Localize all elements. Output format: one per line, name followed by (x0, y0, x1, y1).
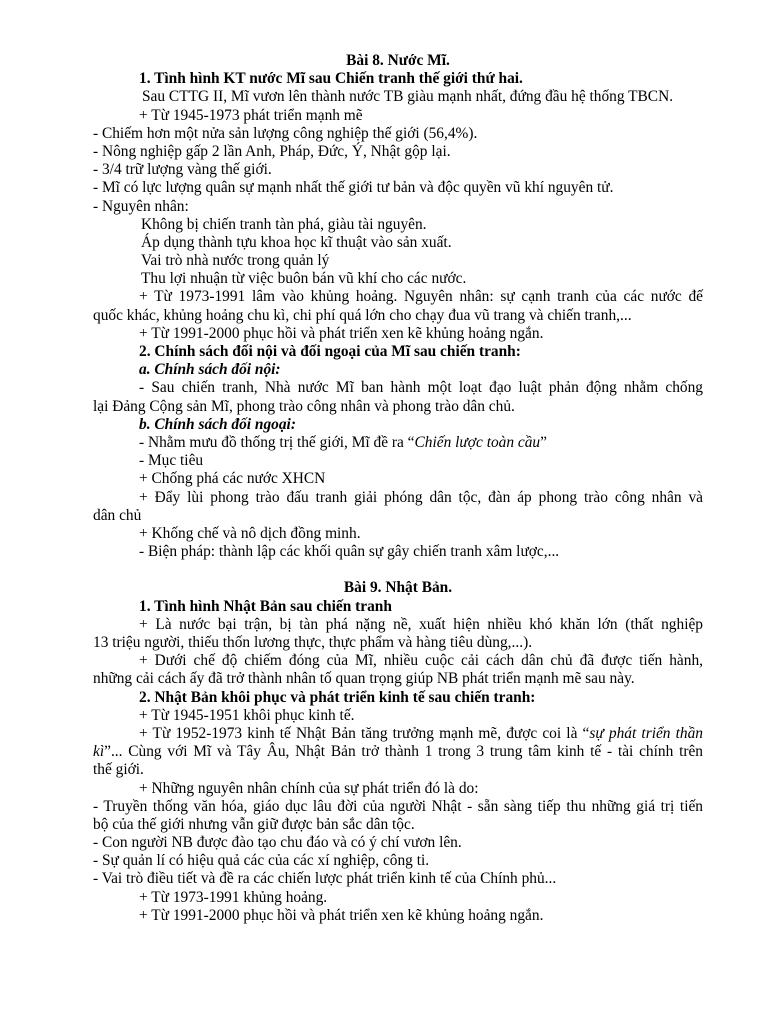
paragraph: + Từ 1945-1973 phát triển mạnh mẽ (139, 106, 363, 124)
bullet-item: - Chiếm hơn một nửa sản lượng công nghiệp thế giới (56,4%). (93, 124, 478, 142)
paragraph: + Từ 1973-1991 lâm vào khủng hoảng. Nguyên nhân: sự cạnh tranh của các nước đế (139, 288, 703, 306)
paragraph: + Từ 1945-1951 khôi phục kinh tế. (139, 706, 355, 724)
paragraph: + Là nước bại trận, bị tàn phá nặng nề, xuất hiện nhiều khó khăn lớn (thất nghiệp (139, 615, 703, 633)
paragraph-continued: lại Đảng Cộng sản Mĩ, phong trào công nhân và phong trào dân chủ. (93, 397, 515, 415)
text-run: ” (540, 433, 547, 451)
lesson-8-heading-1: 1. Tình hình KT nước Mĩ sau Chiến tranh thế giới thứ hai. (139, 70, 523, 88)
cause-item: Không bị chiến tranh tàn phá, giàu tài nguyên. (141, 215, 427, 233)
bullet-item: - Truyền thống văn hóa, giáo dục lâu đời của người Nhật - sẵn sàng tiếp thu những giá trị tiến (93, 797, 703, 815)
goal-item: + Khống chế và nô dịch đồng minh. (139, 524, 361, 542)
paragraph (93, 434, 703, 452)
paragraph (93, 725, 703, 743)
paragraph-continued: quốc khác, khủng hoảng chu kì, chi phí quá lớn cho chạy đua vũ trang và chiến tranh,... (93, 306, 632, 324)
italic-term: kì (93, 743, 105, 761)
bullet-item: - Biện pháp: thành lập các khối quân sự gây chiến tranh xâm lược,... (139, 543, 560, 561)
text-run: ”... Cùng với Mĩ và Tây Âu, Nhật Bản trở thành 1 trong 3 trung tâm kinh tế - tài chính trên (104, 743, 703, 761)
italic-term: Chiến lược toàn cầu (414, 433, 541, 451)
lesson-9-heading-1: 1. Tình hình Nhật Bản sau chiến tranh (139, 597, 392, 615)
bullet-item: - Vai trò điều tiết và đề ra các chiến lược phát triển kinh tế của Chính phủ... (93, 870, 557, 888)
bullet-item: - 3/4 trữ lượng vàng thế giới. (93, 161, 272, 179)
italic-term: sự phát triển thần (589, 724, 703, 742)
paragraph: - Sau chiến tranh, Nhà nước Mĩ ban hành một loạt đạo luật phản động nhằm chống (139, 379, 703, 397)
bullet-item: - Mục tiêu (139, 452, 204, 470)
bullet-item: - Nông nghiệp gấp 2 lần Anh, Pháp, Đức, Ý, Nhật gộp lại. (93, 142, 451, 160)
section-gap (93, 561, 703, 579)
paragraph: + Từ 1991-2000 phục hồi và phát triển xen kẽ khủng hoảng ngắn. (139, 906, 544, 924)
text-run: + Từ 1952-1973 kinh tế Nhật Bản tăng trưởng mạnh mẽ, được coi là “ (139, 724, 590, 742)
cause-item: Thu lợi nhuận từ việc buôn bán vũ khí cho các nước. (141, 270, 467, 288)
bullet-item: - Sự quản lí có hiệu quả các của các xí nghiệp, công ti. (93, 852, 430, 870)
text-run: - Nhằm mưu đồ thống trị thế giới, Mĩ đề ra “ (139, 433, 415, 451)
bullet-item: - Mĩ có lực lượng quân sự mạnh nhất thế giới tư bản và độc quyền vũ khí nguyên tử. (93, 179, 614, 197)
subheading-foreign-policy: b. Chính sách đối ngoại: (139, 415, 296, 433)
bullet-item: - Nguyên nhân: (93, 197, 189, 215)
paragraph-continued: thế giới. (93, 761, 144, 779)
lesson-8-title: Bài 8. Nước Mĩ. (346, 52, 450, 69)
paragraph-continued: dân chủ (93, 506, 142, 524)
lesson-9-title: Bài 9. Nhật Bản. (343, 579, 453, 597)
paragraph-continued (93, 743, 703, 761)
document-body (93, 52, 703, 925)
paragraph-continued: bộ của thế giới nhưng vẫn giữ được bản sắc dân tộc. (93, 815, 415, 833)
lesson-8-heading-2: 2. Chính sách đối nội và đối ngoại của Mĩ sau chiến tranh: (139, 343, 521, 360)
paragraph: + Từ 1991-2000 phục hồi và phát triển xen kẽ khủng hoảng ngắn. (139, 324, 544, 342)
cause-item: Áp dụng thành tựu khoa học kĩ thuật vào sản xuất. (141, 233, 452, 251)
bullet-item: - Con người NB được đào tạo chu đáo và có ý chí vươn lên. (93, 834, 462, 852)
goal-item: + Chống phá các nước XHCN (139, 470, 326, 488)
paragraph: + Những nguyên nhân chính của sự phát triển đó là do: (139, 779, 479, 797)
paragraph: Sau CTTG II, Mĩ vươn lên thành nước TB giàu mạnh nhất, đứng đầu hệ thống TBCN. (142, 88, 674, 106)
paragraph: + Dưới chế độ chiếm đóng của Mĩ, nhiều cuộc cải cách dân chủ đã được tiến hành, (139, 652, 703, 670)
paragraph-continued: 13 triệu người, thiếu thốn lương thực, thực phẩm và hàng tiêu dùng,...). (93, 634, 533, 651)
paragraph-continued: những cải cách ấy đã trở thành nhân tố quan trọng giúp NB phát triển mạnh mẽ sau này. (93, 670, 635, 688)
lesson-9-heading-2: 2. Nhật Bản khôi phục và phát triển kinh tế sau chiến tranh: (139, 688, 536, 706)
subheading-domestic-policy: a. Chính sách đối nội: (139, 361, 281, 379)
paragraph: + Từ 1973-1991 khủng hoảng. (139, 888, 328, 906)
cause-item: Vai trò nhà nước trong quản lý (141, 252, 330, 270)
goal-item: + Đẩy lùi phong trào đấu tranh giải phóng dân tộc, đàn áp phong trào công nhân và (139, 488, 703, 506)
